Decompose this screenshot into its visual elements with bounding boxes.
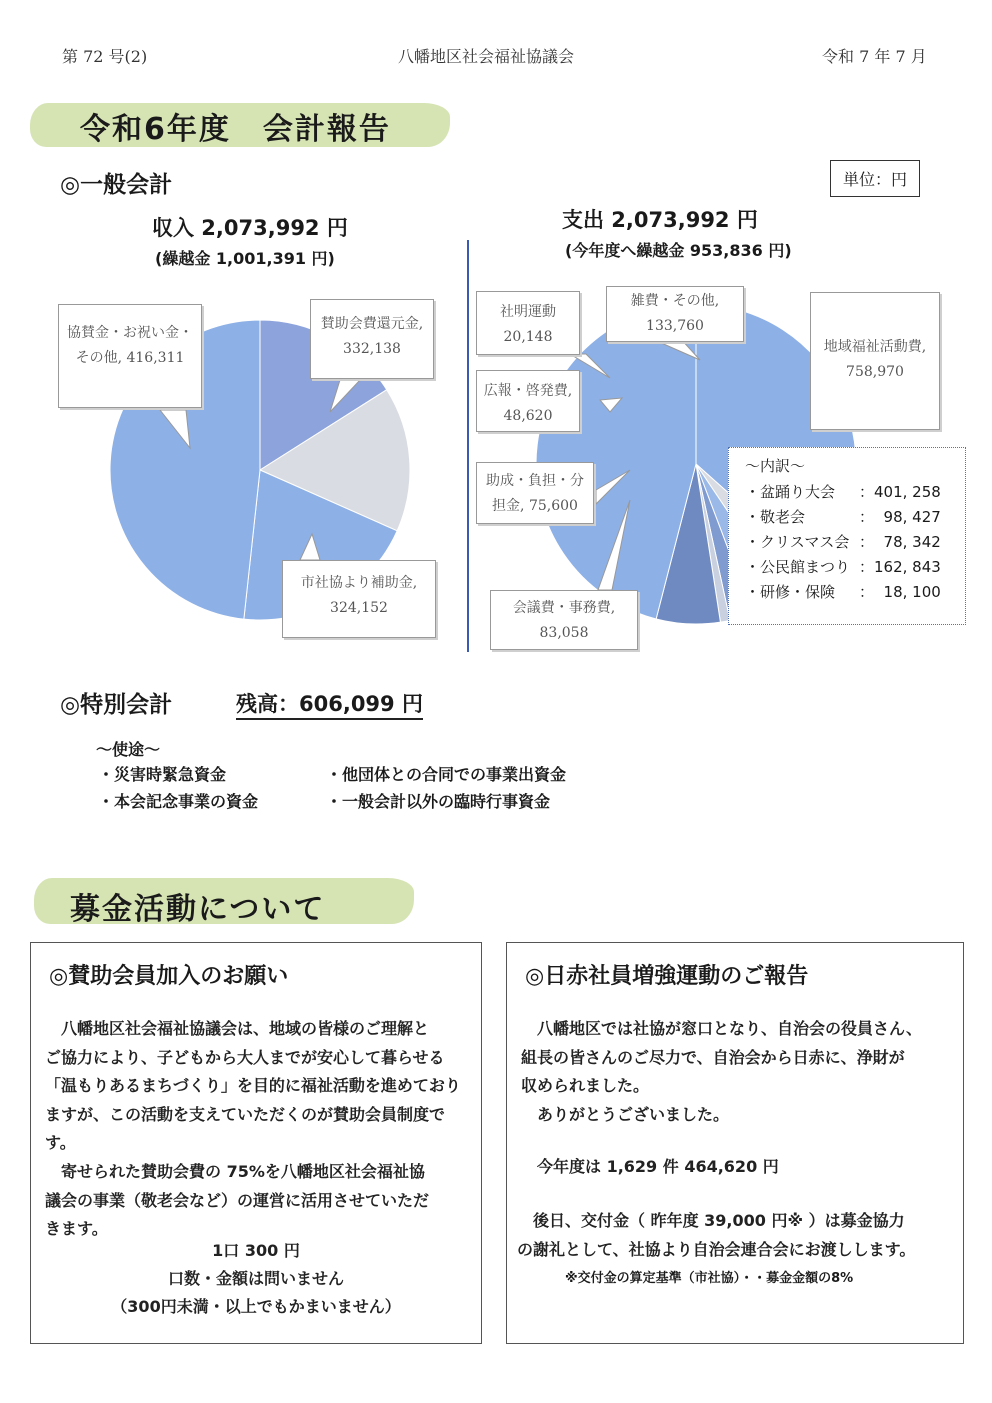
text-line: 八幡地区社会福祉協議会は、地域の皆様のご理解と [45,1019,430,1038]
member-request-box [30,942,482,1344]
label-name: 広報・啓発費, [483,383,573,399]
expense-label-misc [606,286,744,342]
general-account-title: ◎一般会計 [60,172,173,198]
usage-item: ・他団体との合同での事業出資金 [326,765,567,784]
breakdown-value: ： 98, 427 [859,508,941,526]
member-request-text [45,1015,475,1244]
breakdown-row [745,530,955,555]
label-name: 雑費・その他, [630,293,720,309]
label-value: 48,620 [503,407,553,424]
issue-date: 令和 7 年 7 月 [822,47,927,66]
text-line: きます。 [45,1219,108,1239]
expense-label-meetings [490,590,638,650]
usage-title: ～使途～ [96,740,161,759]
special-balance: 残高：606,099 円 [236,688,423,720]
usage-item: ・一般会計以外の臨時行事資金 [326,792,551,811]
expense-label-shamei [476,291,580,355]
label-name: 地域福祉活動費, [823,339,927,355]
label-value: 758,970 [846,363,904,380]
unit-label: 単位：円 [830,160,920,197]
expense-total: 支出 2,073,992 円 [562,208,758,232]
text-line: 「温もりあるまちづくり」を目的に福祉活動を進めており [45,1076,461,1096]
label-value: 332,138 [343,340,401,357]
member-fee-note: 口数・金額は問いません [167,1269,344,1288]
chart-divider [467,240,469,652]
breakdown-title: ～内訳～ [745,457,806,475]
text-line: す。 [45,1133,76,1153]
expense-label-grants [476,462,594,524]
welfare-breakdown-box [728,447,966,625]
breakdown-label: ・研修・保険 [745,583,836,601]
breakdown-value: ：401, 258 [859,483,941,501]
breakdown-value: ： 78, 342 [859,533,941,551]
income-carryover: (繰越金 1,001,391 円) [155,249,335,268]
label-value: 83,058 [539,624,589,641]
text-line: 後日、交付金（ 昨年度 39,000 円※ ）は募金協力 [517,1211,905,1230]
label-name: 助成・負担・分 [486,473,584,489]
member-fee-price: 1口 300 円 [212,1241,300,1260]
breakdown-row [745,480,955,505]
label-name: 協賛金・お祝い金・ [67,325,193,341]
label-name: 市社協より補助金, [300,575,418,591]
text-line: の謝礼として、社協より自治会連合会にお渡しします。 [517,1239,916,1259]
red-cross-text [521,1015,957,1129]
red-cross-report-box [506,942,964,1344]
label-value: 133,760 [646,317,704,334]
breakdown-label: ・盆踊り大会 [745,483,836,501]
text-line: 寄せられた賛助会費の 75%を八幡地区社会福祉協 [45,1161,425,1181]
member-request-title: ◎賛助会員加入のお願い [49,964,289,989]
red-cross-later [517,1207,963,1264]
red-cross-title: ◎日赤社員増強運動のご報告 [525,964,809,989]
expense-label-pr [476,370,580,432]
text-line: ありがとうございました。 [521,1104,730,1124]
label-value: 324,152 [330,599,388,616]
report-title: 令和6年度 会計報告 [80,112,391,147]
breakdown-row [745,555,955,580]
text-line: 組長の皆さんのご尽力で、自治会から日赤に、浄財が [521,1047,905,1067]
breakdown-value: ：162, 843 [859,558,941,576]
red-cross-result: 今年度は 1,629 件 464,620 円 [537,1157,779,1176]
label-value: その他, 416,311 [75,349,185,366]
income-total: 収入 2,073,992 円 [152,216,348,240]
breakdown-label: ・公民館まつり [745,558,851,576]
income-label-sponsorship [58,304,202,408]
label-name: 賛助会費還元金, [320,316,424,332]
issue-number: 第 72 号(2) [62,47,148,66]
label-name: 社明運動 [500,304,556,320]
label-name: 会議費・事務費, [512,600,616,616]
text-line: 八幡地区では社協が窓口となり、自治会の役員さん、 [521,1019,922,1038]
label-value: 担金, 75,600 [492,497,578,514]
organization-name: 八幡地区社会福祉協議会 [398,47,575,66]
special-account-title: ◎特別会計 [60,692,173,718]
usage-item: ・本会記念事業の資金 [98,792,259,811]
member-fee-note2: （300円未満・以上でもかまいません） [111,1297,401,1316]
expense-label-welfare [810,292,940,430]
text-line: 議会の事業（敬老会など）の運営に活用させていただ [45,1190,430,1210]
text-line: ますが、この活動を支えていただくのが賛助会員制度で [45,1104,446,1124]
breakdown-row [745,505,955,530]
income-label-member-fees [310,299,434,379]
breakdown-label: ・敬老会 [745,508,806,526]
fundraising-title: 募金活動について [70,892,326,927]
breakdown-row [745,580,955,605]
income-label-subsidy [282,560,436,638]
label-value: 20,148 [503,328,553,345]
usage-item: ・災害時緊急資金 [98,765,227,784]
red-cross-footnote: ※交付金の算定基準（市社協）・・募金金額の8% [565,1271,854,1286]
breakdown-label: ・クリスマス会 [745,533,850,551]
expense-carryover: (今年度へ繰越金 953,836 円) [565,241,792,260]
text-line: ご協力により、子どもから大人までが安心して暮らせる [45,1047,445,1067]
breakdown-value: ： 18, 100 [859,583,941,601]
text-line: 収められました。 [521,1076,650,1096]
